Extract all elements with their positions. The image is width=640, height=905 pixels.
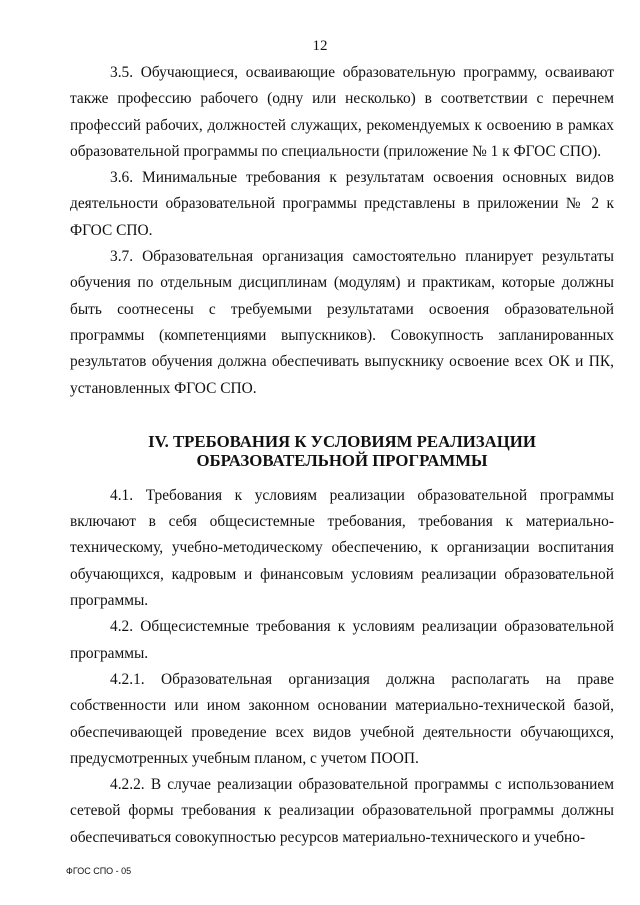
paragraph-3-6: 3.6. Минимальные требования к результатам освоения основных видов деятельности образовательной программы представлены в приложении № 2 к ФГОС СПО. bbox=[70, 169, 614, 239]
page-content bbox=[70, 60, 614, 851]
footer-code: ФГОС СПО - 05 bbox=[66, 866, 132, 876]
paragraph-3-7: 3.7. Образовательная организация самостоятельно планирует результаты обучения по отдельным дисциплинам (модулям) и практикам, которые должны быть соотнесены с требуемыми результатами освоения образовательной программы (компетенциями выпускников). Совокупность запланированных результатов обучения должна обеспечивать выпускнику освоение всех ОК и ПК, установленных ФГОС СПО. bbox=[70, 248, 614, 397]
paragraph-4-2-1: 4.2.1. Образовательная организация должна располагать на праве собственности или ином законном основании материально-технической базой, обеспечивающей проведение всех видов учебной деятельности обучающихся, предусмотренных учебным планом, с учетом ПООП. bbox=[70, 670, 614, 767]
paragraph-4-1: 4.1. Требования к условиям реализации образовательной программы включают в себя общесистемные требования, требования к материально-техническому, учебно-методическому обеспечению, к организации воспитания обучающихся, кадровым и финансовым условиям реализации образовательной программы. bbox=[70, 486, 614, 610]
paragraph-3-5: 3.5. Обучающиеся, осваивающие образовательную программу, осваивают также профессию рабочего (одну или несколько) в соответствии с перечнем профессий рабочих, должностей служащих, рекомендуемых к освоению в рамках образовательной программы по специальности (приложение № 1 к ФГОС СПО). bbox=[70, 64, 614, 160]
paragraph-4-2: 4.2. Общесистемные требования к условиям реализации образовательной программы. bbox=[70, 618, 614, 662]
paragraph-4-2-2: 4.2.2. В случае реализации образовательной программы с использованием сетевой формы требования к реализации образовательной программы должны обеспечиваться совокупностью ресурсов материально-технического и учебно- bbox=[70, 776, 614, 846]
page-number: 12 bbox=[312, 38, 328, 54]
section-heading: IV. ТРЕБОВАНИЯ К УСЛОВИЯМ РЕАЛИЗАЦИИ ОБРАЗОВАТЕЛЬНОЙ ПРОГРАММЫ bbox=[148, 431, 536, 471]
